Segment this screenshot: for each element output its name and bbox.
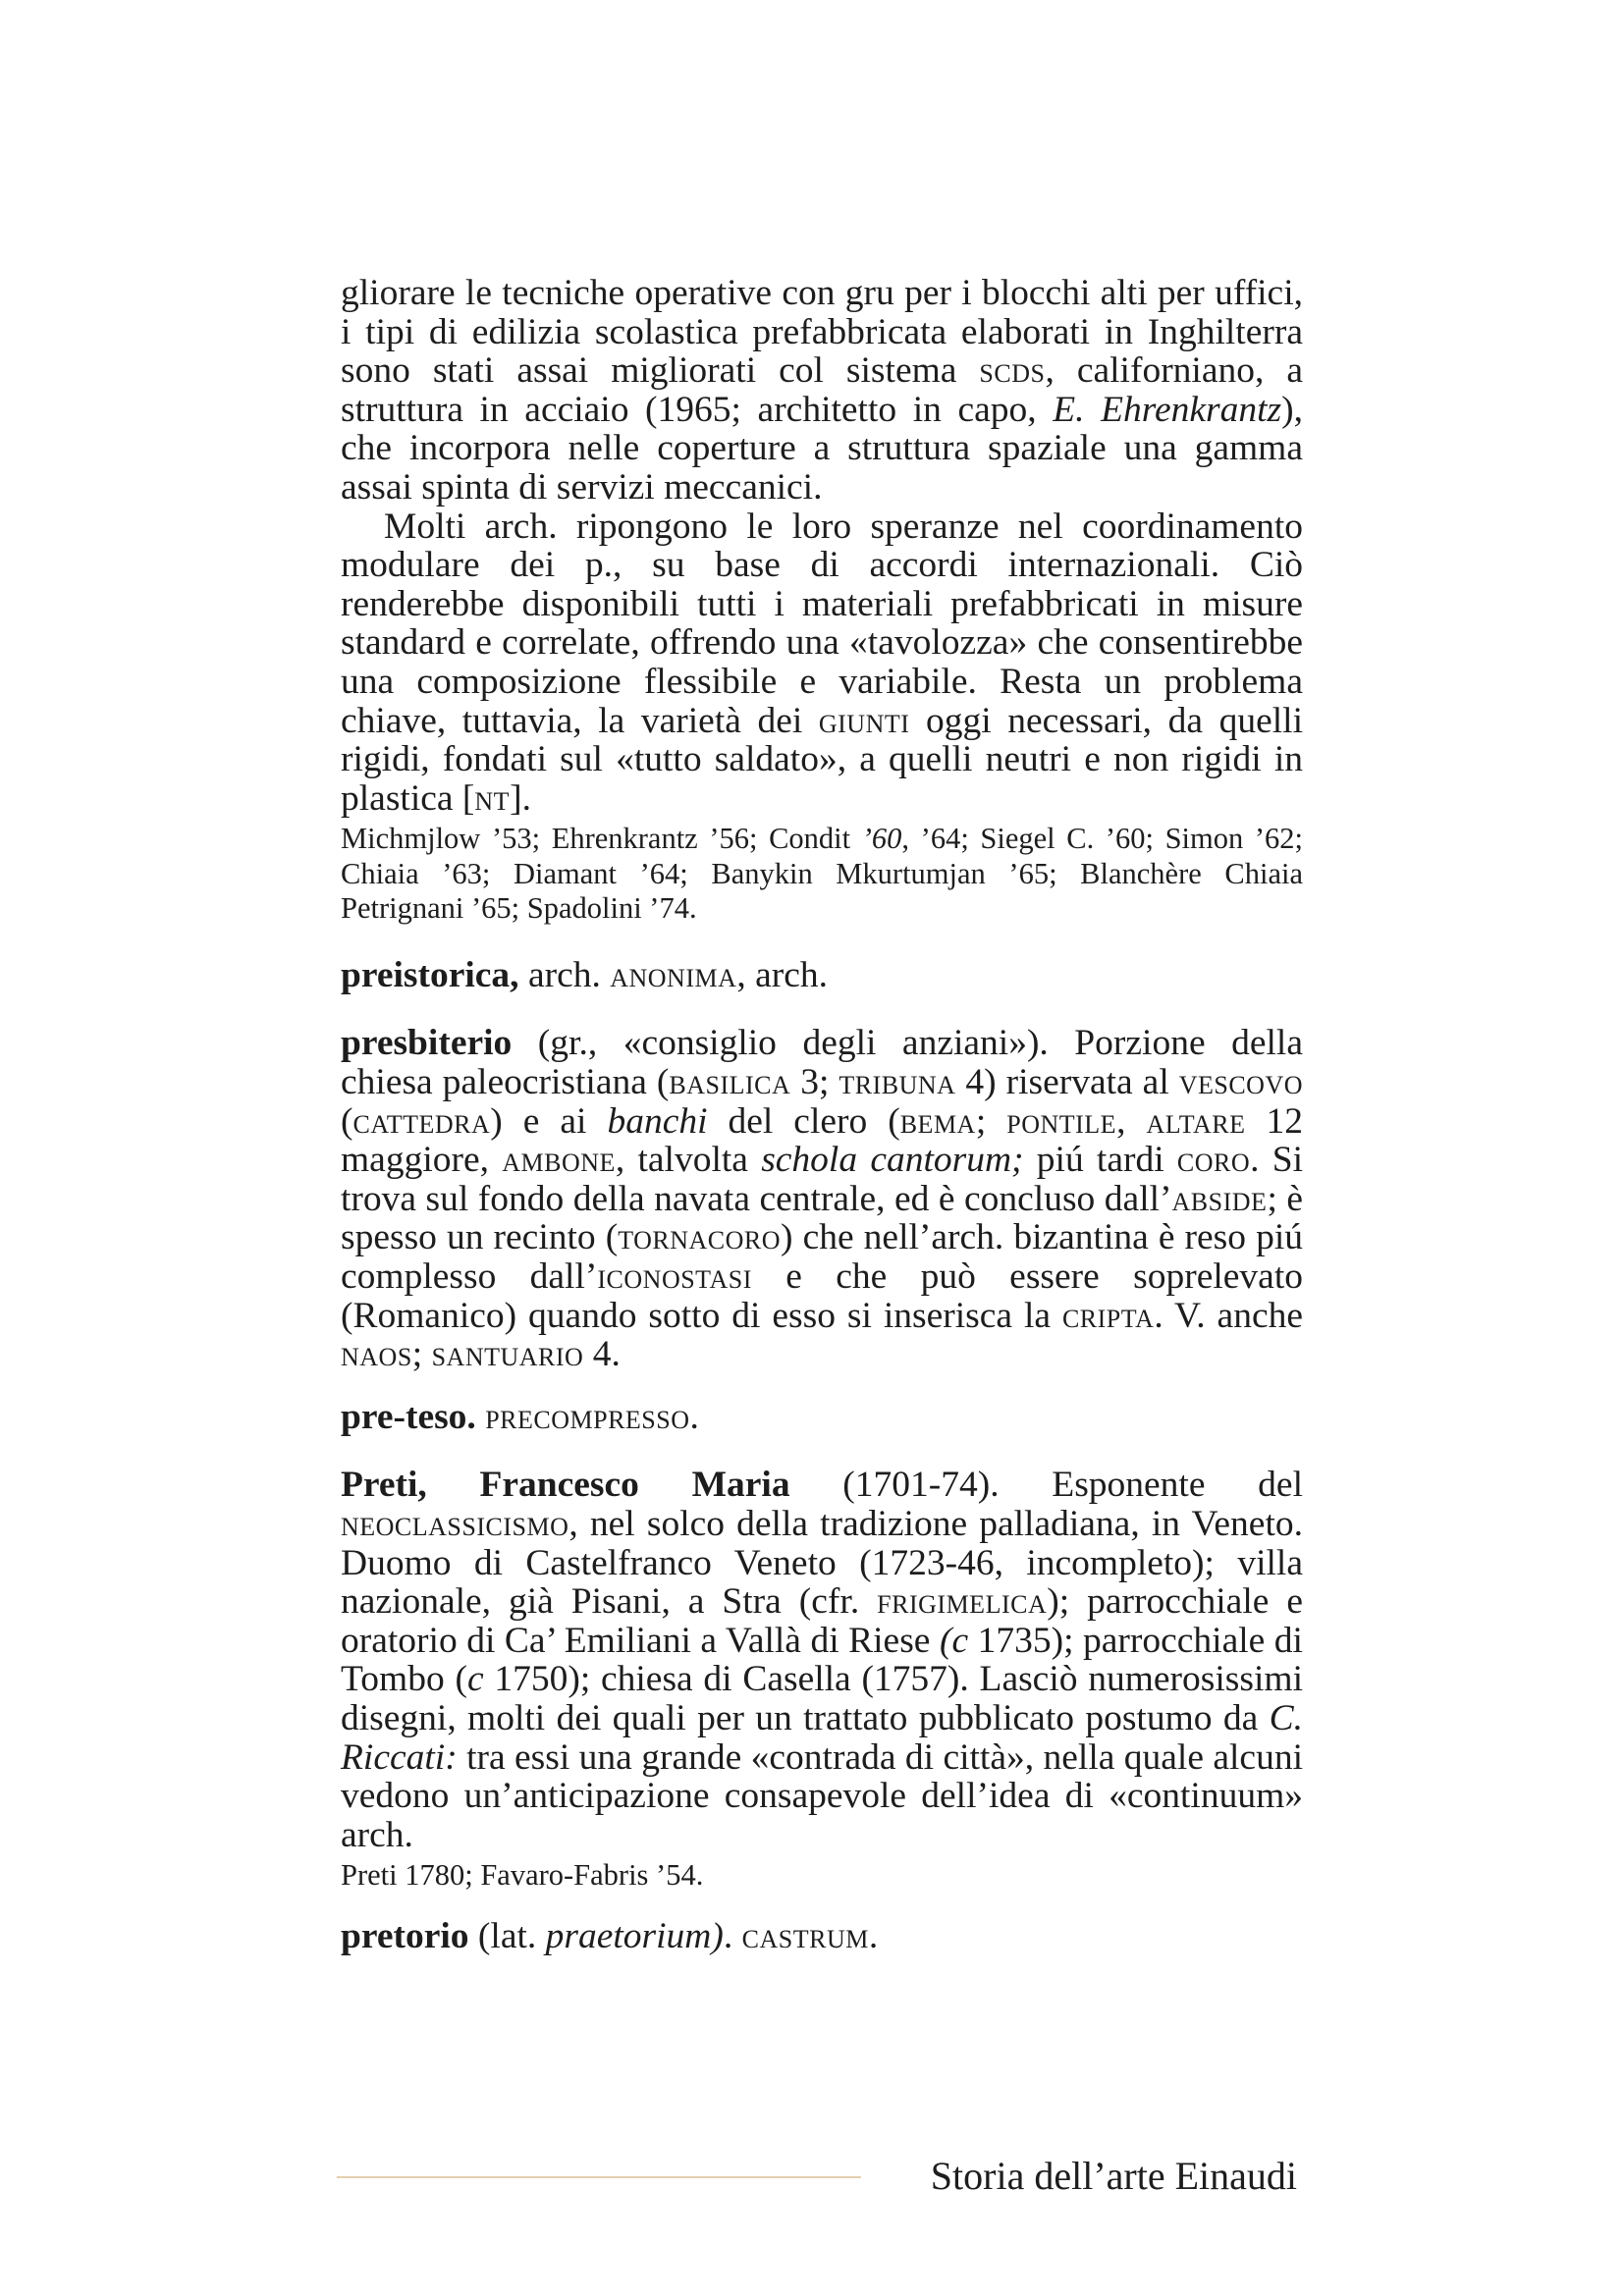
xref-precompresso: precompresso [485, 1396, 690, 1437]
term-praetorium: praetorium) [545, 1915, 724, 1956]
xref-giunti: giunti [818, 700, 910, 741]
preti-bibliography: Preti 1780; Favaro-Fabris ’54. [341, 1858, 704, 1893]
term-banchi: banchi [607, 1100, 708, 1142]
name-ehrenkrantz: E. Ehrenkrantz [1053, 389, 1282, 430]
xref-castrum: castrum [741, 1915, 869, 1956]
xref-bema: bema [899, 1100, 976, 1142]
entry-pre-teso: pre-teso. precompresso. [341, 1396, 699, 1437]
xref-neoclassicismo: neoclassicismo [341, 1503, 569, 1544]
entry-preti: Preti, Francesco Maria (1701-74). Esponente del neoclassicismo, nel solco della tradizione palladiana, in Veneto. Duomo di Castelfranco Veneto (1723-46, incompleto); villa nazionale, già Pisani, a Stra (cfr. frigimelica); parrocchiale e oratorio di Ca’ Emiliani a Vallà di Riese (c 1735); parrocchiale di Tombo (c 1750); chiesa di Casella (1757). Lasciò numerosissimi disegni, molti dei quali per un trattato pubblicato postumo da C. Riccati: tra essi una grande «contrada di città», nella quale alcuni vedono un’anticipazione consapevole dell’idea di «continuum» arch. [341, 1465, 1303, 1855]
xref-iconostasi: iconostasi [597, 1255, 752, 1297]
headword-pretorio: pretorio [341, 1915, 469, 1956]
xref-scds: scds [979, 350, 1046, 392]
xref-santuario: santuario [431, 1334, 584, 1375]
xref-anonima: anonima [610, 954, 737, 995]
xref-cripta: cripta [1061, 1295, 1155, 1336]
term-schola-cantorum: schola cantorum; [761, 1140, 1024, 1181]
xref-basilica: basilica [669, 1062, 791, 1102]
xref-altare: altare [1146, 1100, 1246, 1142]
footer-title: Storia dell’arte Einaudi [930, 2154, 1297, 2198]
xref-tornacoro: tornacoro [618, 1217, 782, 1258]
entry-pretorio: pretorio (lat. praetorium). castrum. [341, 1915, 879, 1956]
headword-preistorica: preistorica, [341, 954, 519, 995]
page-body [341, 274, 1303, 1955]
prefab-paragraph-1: gliorare le tecniche operative con gru per i blocchi alti per uffici, i tipi di edilizia scolastica prefabbricata elaborati in Inghilterra sono stati assai migliorati col sistema scds, californiano, a struttura in acciaio (1965; architetto in capo, E. Ehrenkrantz), che incorpora nelle coperture a struttura spaziale una gamma assai spinta di servizi meccanici. [341, 273, 1304, 507]
xref-pontile: pontile [1006, 1100, 1117, 1142]
xref-naos: naos [341, 1334, 412, 1375]
xref-coro: coro [1176, 1140, 1251, 1181]
prefab-paragraph-2: Molti arch. ripongono le loro speranze nel coordinamento modulare dei p., su base di accordi internazionali. Ciò renderebbe disponibili tutti i materiali prefabbricati in misure standard e correlate, offrendo una «tavolozza» che consentirebbe una composizione flessibile e variabile. Resta un problema chiave, tuttavia, la varietà dei giunti oggi necessari, da quelli rigidi, fondati sul «tutto saldato», a quelli neutri e non rigidi in plastica [nt]. [341, 506, 1303, 819]
headword-pre-teso: pre-teso. [341, 1396, 476, 1437]
entry-presbiterio: presbiterio (gr., «consiglio degli anziani»). Porzione della chiesa paleocristiana (basilica 3; tribuna 4) riservata al vescovo (cattedra) e ai banchi del clero (bema; pontile, altare 12 maggiore, ambone, talvolta schola cantorum; piú tardi coro. Si trova sul fondo della navata centrale, ed è concluso dall’abside; è spesso un recinto (tornacoro) che nell’arch. bizantina è reso piú complesso dall’iconostasi e che può essere soprelevato (Romanico) quando sotto di esso si inserisca la cripta. V. anche naos; santuario 4. [341, 1023, 1303, 1375]
headword-preti: Preti, Francesco Maria [341, 1465, 790, 1506]
xref-ambone: ambone [502, 1140, 616, 1181]
prefab-bibliography: Michmjlow ’53; Ehrenkrantz ’56; Condit ’60, ’64; Siegel C. ’60; Simon ’62; Chiaia ’63; Diamant ’64; Banykin Mkurtumjan ’65; Blanchère Chiaia Petrignani ’65; Spadolini ’74. [341, 822, 1303, 926]
headword-presbiterio: presbiterio [341, 1023, 513, 1064]
author-initials-nt: nt [474, 777, 511, 819]
xref-vescovo: vescovo [1178, 1062, 1303, 1102]
entry-preistorica: preistorica, arch. anonima, arch. [341, 954, 829, 995]
xref-abside: abside [1171, 1178, 1268, 1219]
footer-rule [337, 2176, 861, 2178]
xref-cattedra: cattedra [352, 1100, 491, 1142]
xref-tribuna: tribuna [839, 1062, 956, 1102]
xref-frigimelica: frigimelica [877, 1581, 1048, 1623]
name-riccati: C. Riccati: [341, 1697, 1303, 1778]
